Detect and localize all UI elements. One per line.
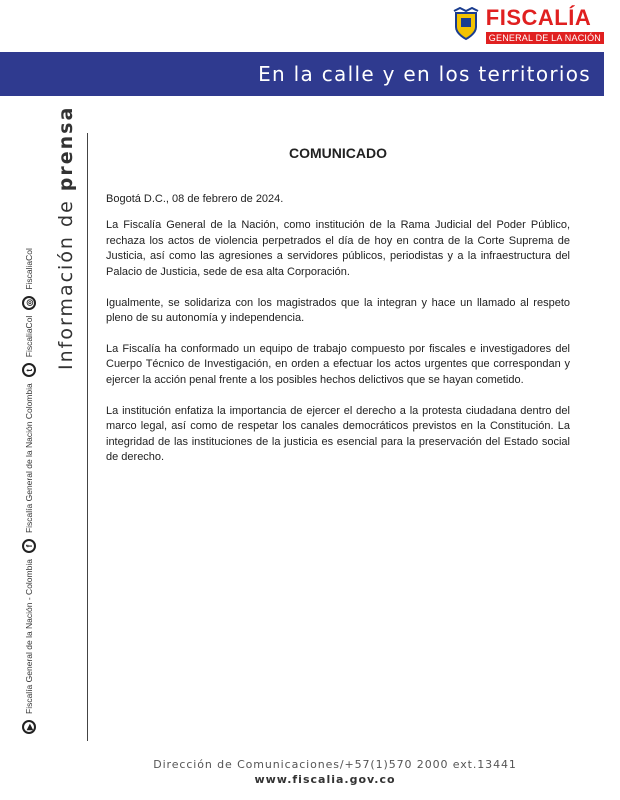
- logo-subtitle: GENERAL DE LA NACIÓN: [486, 32, 604, 44]
- coat-of-arms-icon: [452, 7, 480, 41]
- logo-name: FISCALÍA: [485, 5, 592, 30]
- paragraph: La Fiscalía ha conformado un equipo de trabajo compuesto por fiscales e investigadores del Cuerpo Técnico de Investigación, en orden a efectuar los actos urgentes que correspondan y ejercer la acción penal frente a los posibles hechos delictivos que se hayan cometido.: [106, 342, 570, 386]
- vertical-divider: [87, 133, 88, 741]
- paragraph: La Fiscalía General de la Nación, como institución de la Rama Judicial del Poder Público, rechaza los actos de violencia perpetrados el día de hoy en contra de la Corte Suprema de Justicia, así como las agresiones a servidores públicos, periodistas y a la infraestructura del Palacio de Justicia, sede de esa alta Corporación.: [106, 219, 570, 278]
- paragraph: La institución enfatiza la importancia de ejercer el derecho a la protesta ciudadana dentro del marco legal, así como de respetar los canales democráticos previstos en la Constitución. La integridad de las instituciones de la justicia es esencial para la preservación del Estado social de derecho.: [106, 404, 570, 464]
- header-banner: [0, 52, 604, 96]
- instagram-handle[interactable]: FiscaliaCol: [24, 248, 34, 290]
- instagram-icon[interactable]: ◎: [22, 296, 36, 310]
- facebook-icon[interactable]: f: [22, 539, 36, 553]
- footer: [0, 758, 620, 786]
- paragraph: Igualmente, se solidariza con los magistrados que la integran y hace un llamado al respeto pleno de su autonomía y independencia.: [106, 296, 570, 325]
- twitter-icon[interactable]: t: [22, 363, 36, 377]
- twitter-handle[interactable]: FiscaliaCol: [24, 315, 34, 358]
- document-title: COMUNICADO: [289, 145, 387, 161]
- document-body: [106, 146, 570, 481]
- press-info-light: Información de: [55, 199, 77, 370]
- footer-website-link[interactable]: www.fiscalia.gov.co: [254, 773, 396, 786]
- facebook-handle[interactable]: Fiscalía General de la Nación Colombia: [24, 383, 34, 534]
- social-sidebar: [14, 130, 44, 740]
- document-date: Bogotá D.C., 08 de febrero de 2024.: [106, 192, 284, 205]
- banner-slogan: En la calle y en los territorios: [258, 62, 591, 86]
- press-info-bold: prensa: [55, 105, 77, 192]
- footer-contact: Dirección de Comunicaciones/+57(1)570 2000 ext.13441: [153, 758, 517, 771]
- youtube-handle[interactable]: Fiscalía General de la Nación - Colombia: [24, 559, 34, 714]
- press-info-label: [50, 105, 82, 370]
- fiscalia-logo: [452, 6, 604, 44]
- youtube-icon[interactable]: ▶: [22, 720, 36, 734]
